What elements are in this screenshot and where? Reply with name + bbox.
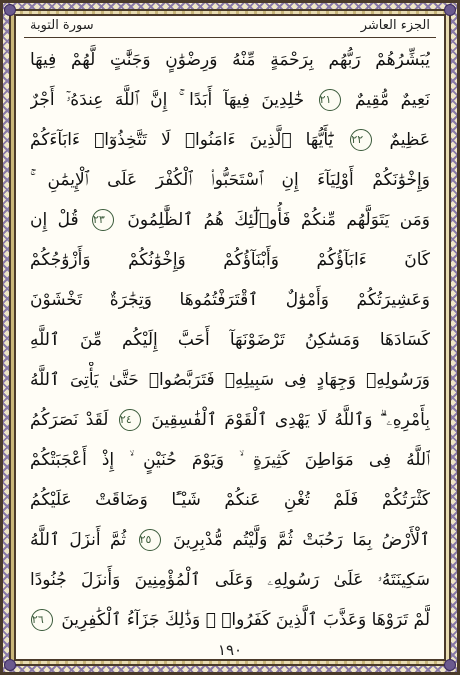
ayah-number-marker-icon: ٢٤ — [119, 409, 141, 431]
corner-ornament-icon — [4, 659, 16, 671]
verse-text: ٱللَّهُ فِى مَوَاطِنَ كَثِيرَةٍ ۙ وَيَوْمَ حُنَيْنٍ ۙ إِذْ أَعْجَبَتْكُمْ — [30, 450, 430, 470]
corner-ornament-icon — [444, 4, 456, 16]
text-line — [30, 562, 430, 598]
juz-name: الجزء العاشر — [360, 18, 430, 33]
text-line — [30, 122, 430, 158]
verse-text: وَمَن يَتَوَلَّهُم مِّنكُمْ فَأُو۟لَٰٓئِكَ هُمُ ٱلظَّٰلِمُونَ — [127, 210, 430, 230]
verse-text: ثُمَّ أَنزَلَ ٱللَّهُ — [30, 530, 127, 550]
verse-text: قُلْ إِن — [30, 210, 79, 230]
ayah-number-marker-icon: ٢٦ — [31, 609, 53, 631]
verse-text: كَسَادَهَا وَمَسَٰكِنُ تَرْضَوْنَهَآ أَحَبَّ إِلَيْكُم مِّنَ ٱللَّهِ — [30, 330, 430, 350]
verse-text: خَٰلِدِينَ فِيهَآ أَبَدًا ۚ إِنَّ ٱللَّهَ عِندَهُۥٓ أَجْرٌ — [30, 90, 305, 110]
verse-text: ٱلْأَرْضُ بِمَا رَحُبَتْ ثُمَّ وَلَّيْتُم مُّدْبِرِينَ — [173, 530, 430, 550]
text-line — [30, 522, 430, 558]
verse-text: نَعِيمٌ مُّقِيمٌ — [355, 90, 430, 110]
verse-text: عَظِيمٌ — [389, 130, 430, 150]
verse-text: وَعَشِيرَتُكُمْ وَأَمْوَٰلٌ ٱقْتَرَفْتُمُوهَا وَتِجَٰرَةٌ تَخْشَوْنَ — [30, 290, 430, 310]
text-line — [30, 202, 430, 238]
verse-text: يُبَشِّرُهُمْ رَبُّهُم بِرَحْمَةٍ مِّنْهُ وَرِضْوَٰنٍ وَجَنَّٰتٍ لَّهُمْ فِيهَا — [30, 50, 430, 70]
text-line — [30, 402, 430, 438]
surah-name: سورة التوبة — [30, 18, 94, 33]
ayah-number-marker-icon: ٢١ — [319, 89, 341, 111]
verse-text: وَإِخْوَٰنَكُمْ أَوْلِيَآءَ إِنِ ٱسْتَحَبُّوا۟ ٱلْكُفْرَ عَلَى ٱلْإِيمَٰنِ ۚ — [30, 170, 430, 190]
text-line — [30, 602, 430, 638]
text-line — [30, 362, 430, 398]
text-line — [30, 442, 430, 478]
text-line — [30, 82, 430, 118]
page-footer — [200, 639, 260, 661]
verse-text: لَّمْ تَرَوْهَا وَعَذَّبَ ٱلَّذِينَ كَفَرُوا۟ ۚ وَذَٰلِكَ جَزَآءُ ٱلْكَٰفِرِينَ — [61, 610, 430, 630]
corner-ornament-icon — [4, 4, 16, 16]
text-line — [30, 322, 430, 358]
text-line — [30, 42, 430, 78]
verse-text: بِأَمْرِهِۦ ۗ وَٱللَّهُ لَا يَهْدِى ٱلْقَوْمَ ٱلْفَٰسِقِينَ — [151, 410, 430, 430]
verse-text: وَرَسُولِهِۦ وَجِهَادٍ فِى سَبِيلِهِۦ فَتَرَبَّصُوا۟ حَتَّىٰ يَأْتِىَ ٱللَّهُ — [30, 370, 430, 390]
verse-text: لَقَدْ نَصَرَكُمُ — [30, 410, 109, 430]
text-line — [30, 282, 430, 318]
verse-text: كَانَ ءَابَآؤُكُمْ وَأَبْنَآؤُكُمْ وَإِخْوَٰنُكُمْ وَأَزْوَٰجُكُمْ — [30, 250, 430, 270]
text-line — [30, 242, 430, 278]
ayah-number-marker-icon: ٢٢ — [350, 129, 372, 151]
verse-text: سَكِينَتَهُۥ عَلَىٰ رَسُولِهِۦ وَعَلَى ٱلْمُؤْمِنِينَ وَأَنزَلَ جُنُودًا — [30, 570, 430, 590]
corner-ornament-icon — [444, 659, 456, 671]
ayah-number-marker-icon: ٢٥ — [139, 529, 161, 551]
page-header — [24, 14, 436, 38]
text-line — [30, 162, 430, 198]
quran-text-block — [30, 42, 430, 638]
ayah-number-marker-icon: ٢٣ — [92, 209, 114, 231]
verse-text: يَٰٓأَيُّهَا ٱلَّذِينَ ءَامَنُوا۟ لَا تَتَّخِذُوٓا۟ ءَابَآءَكُمْ — [30, 130, 334, 150]
verse-text: كَثْرَتُكُمْ فَلَمْ تُغْنِ عَنكُمْ شَيْـًٔا وَضَاقَتْ عَلَيْكُمُ — [30, 490, 430, 510]
page-number: ١٩٠ — [217, 641, 243, 659]
text-line — [30, 482, 430, 518]
